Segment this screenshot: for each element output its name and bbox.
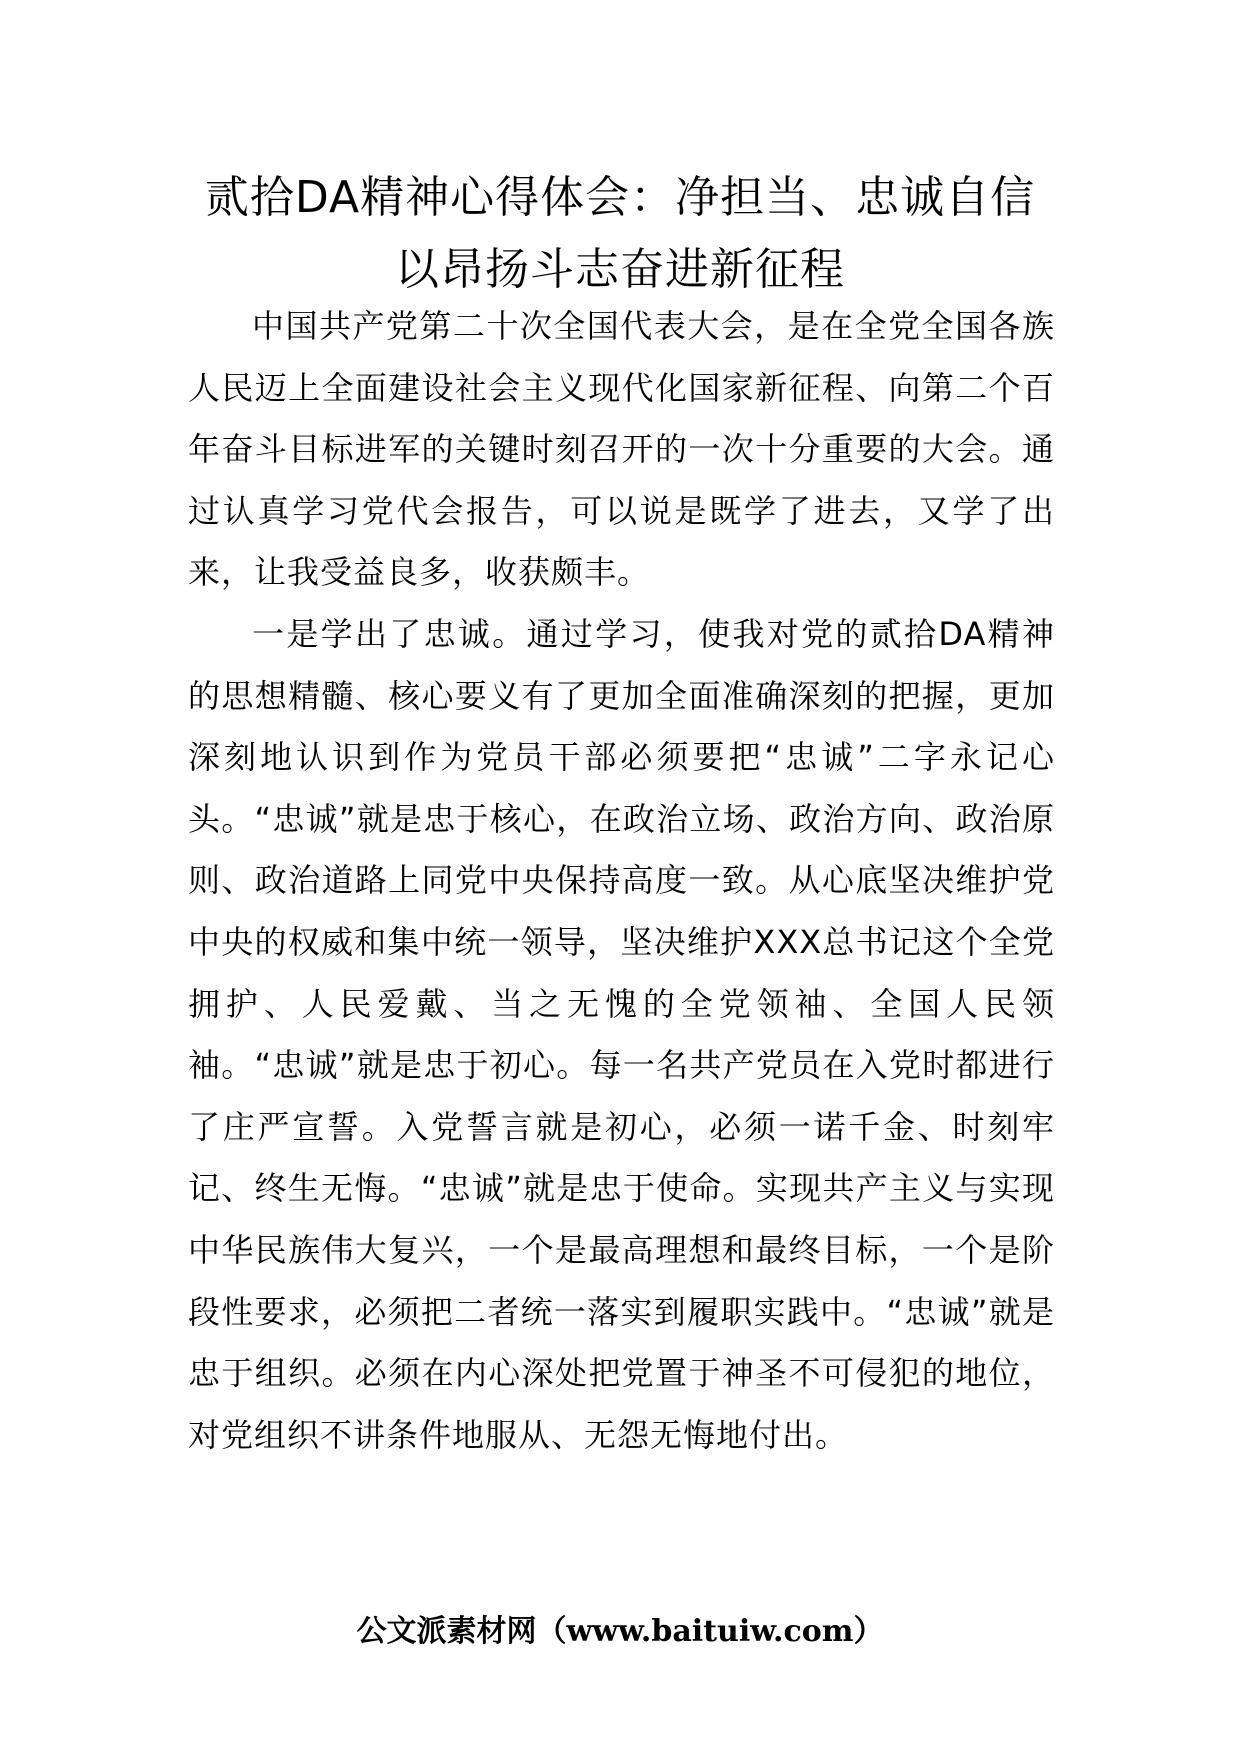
paragraph-intro: 中国共产党第二十次全国代表大会，是在全党全国各族人民迈上全面建设社会主义现代化国家新征程、向第二个百年奋斗目标进军的关键时刻召开的一次十分重要的大会。通过认真学习党代会报告，可以说是既学了进去，又学了出来，让我受益良多，收获颇丰。 — [188, 307, 1055, 592]
source-footer: 公文派素材网（www.baituiw.com） — [356, 1614, 884, 1649]
document-body — [188, 296, 1055, 1466]
title-line-1: 贰拾DA精神心得体会：净担当、忠诚自信 — [204, 172, 1036, 223]
title-line-2: 以昂扬斗志奋进新征程 — [395, 244, 845, 295]
document-title — [170, 162, 1070, 306]
paragraph-loyalty: 一是学出了忠诚。通过学习，使我对党的贰拾DA精神的思想精髓、核心要义有了更加全面准确深刻的把握，更加深刻地认识到作为党员干部必须要把“忠诚”二字永记心头。“忠诚”就是忠于核心，在政治立场、政治方向、政治原则、政治道路上同党中央保持高度一致。从心底坚决维护党中央的权威和集中统一领导，坚决维护XXX总书记这个全党拥护、人民爱戴、当之无愧的全党领袖、全国人民领袖。“忠诚”就是忠于初心。每一名共产党员在入党时都进行了庄严宣誓。入党誓言就是初心，必须一诺千金、时刻牢记、终生无悔。“忠诚”就是忠于使命。实现共产主义与实现中华民族伟大复兴，一个是最高理想和最终目标，一个是阶段性要求，必须把二者统一落实到履职实践中。“忠诚”就是忠于组织。必须在内心深处把党置于神圣不可侵犯的地位，对党组织不讲条件地服从、无怨无悔地付出。 — [188, 614, 1055, 1454]
